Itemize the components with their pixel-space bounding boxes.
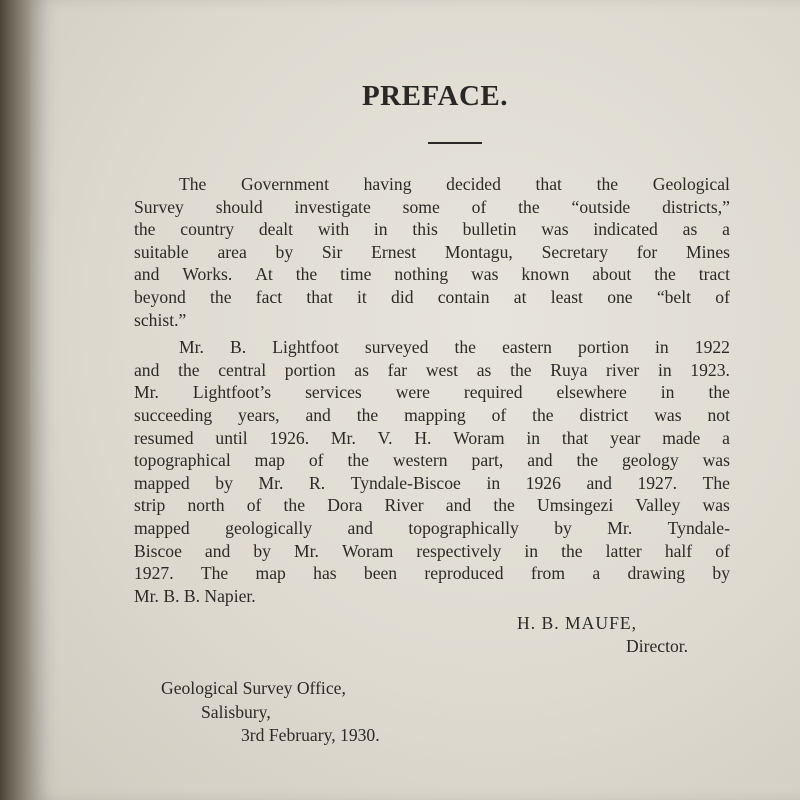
paragraph-line: schist.” bbox=[134, 309, 187, 330]
paragraph-line: mapped by Mr. R. Tyndale-Biscoe in 1926 and 1927. The bbox=[134, 472, 730, 493]
address-line-city: Salisbury, bbox=[201, 701, 271, 722]
paragraph-line: and the central portion as far west as the Ruya river in 1923. bbox=[134, 359, 730, 380]
preface-body bbox=[134, 173, 730, 607]
paragraph-line: the country dealt with in this bulletin was indicated as a bbox=[134, 219, 730, 240]
paragraph-line: Mr. B. Lightfoot surveyed the eastern portion in 1922 bbox=[179, 337, 730, 358]
book-page bbox=[30, 0, 800, 800]
paragraph-line: The Government having decided that the Geological bbox=[179, 174, 730, 194]
signature-title: Director. bbox=[626, 636, 689, 656]
signature-name: H. B. MAUFE, bbox=[517, 613, 638, 633]
paragraph-line: mapped geologically and topographically by Mr. Tyndale- bbox=[134, 517, 730, 538]
title-divider-rule bbox=[428, 142, 482, 144]
paragraph-line: Biscoe and by Mr. Woram respectively in the latter half of bbox=[134, 540, 730, 561]
page-title: PREFACE. bbox=[361, 80, 509, 112]
paragraph-line: and Works. At the time nothing was known about the tract bbox=[134, 264, 730, 285]
paragraph-line: succeeding years, and the mapping of the district was not bbox=[134, 404, 730, 425]
paragraph-line: suitable area by Sir Ernest Montagu, Secretary for Mines bbox=[134, 241, 730, 262]
office-address bbox=[161, 677, 380, 748]
paragraph-line: Survey should investigate some of the “outside districts,” bbox=[134, 196, 730, 217]
paragraph-line: 1927. The map has been reproduced from a drawing by bbox=[134, 563, 730, 584]
paragraph-line: Mr. B. B. Napier. bbox=[134, 585, 256, 606]
address-line-office: Geological Survey Office, bbox=[161, 678, 346, 698]
paragraph-line: beyond the fact that it did contain at least one “belt of bbox=[134, 286, 730, 307]
paragraph-line: Mr. Lightfoot’s services were required elsewhere in the bbox=[134, 382, 730, 403]
paragraph-line: strip north of the Dora River and the Umsingezi Valley was bbox=[134, 495, 730, 516]
paragraph-line: resumed until 1926. Mr. V. H. Woram in that year made a bbox=[134, 427, 730, 448]
paragraph-line: topographical map of the western part, and the geology was bbox=[134, 450, 730, 471]
address-line-date: 3rd February, 1930. bbox=[241, 725, 380, 745]
